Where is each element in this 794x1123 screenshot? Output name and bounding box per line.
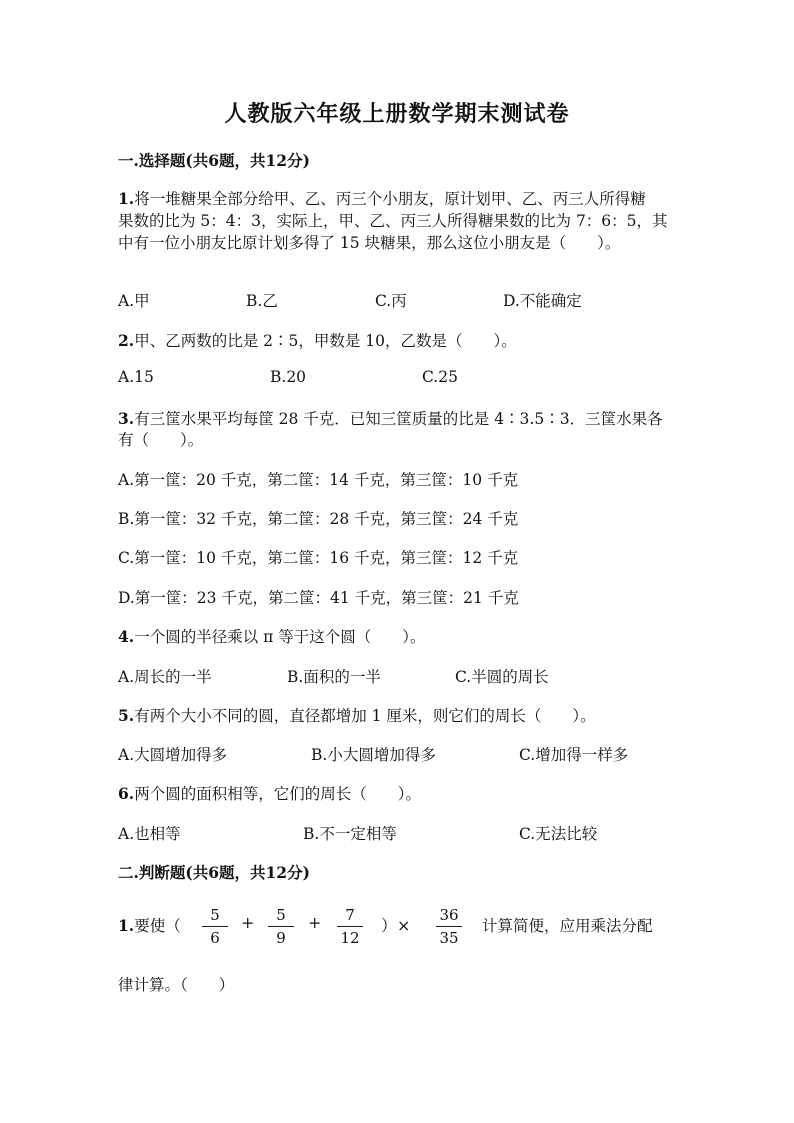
question-1-line-1 (118, 187, 646, 209)
question-text: 两个圆的面积相等，它们的周长（ ）。 (134, 785, 421, 803)
option-b: B.20 (270, 368, 307, 386)
option-a: A.甲 (118, 292, 150, 310)
option-c: C.第一筐：10 千克，第二筐：16 千克，第三筐：12 千克 (118, 549, 519, 567)
question-text: 有三筐水果平均每筐 28 千克．已知三筐质量的比是 4∶3.5∶3．三筐水果各 (134, 410, 663, 428)
option-b: B.不一定相等 (303, 825, 397, 843)
question-4 (118, 625, 425, 647)
plus-sign: + (241, 913, 255, 932)
option-d: D.第一筐：23 千克，第二筐：41 千克，第三筐：21 千克 (118, 589, 519, 607)
section-heading-choice: 一.选择题(共6题，共12分) (118, 151, 310, 170)
question-6 (118, 782, 421, 804)
question-number: 5. (118, 706, 135, 725)
option-a: A.周长的一半 (118, 668, 212, 686)
question-number: 1. (118, 189, 135, 208)
judgement-question-1-suffix: 计算简便，应用乘法分配 (482, 917, 653, 935)
fraction-5-6: 5 6 (198, 906, 232, 947)
page-title: 人教版六年级上册数学期末测试卷 (224, 101, 570, 127)
plus-sign: + (308, 913, 322, 932)
question-number: 4. (118, 627, 135, 646)
question-number: 1. (118, 916, 135, 935)
question-3-line-1 (118, 407, 663, 429)
question-number: 3. (118, 409, 135, 428)
option-b: B.第一筐：32 千克，第二筐：28 千克，第三筐：24 千克 (118, 510, 519, 528)
option-b: B.乙 (246, 292, 278, 310)
judgement-question-1-prefix (118, 914, 181, 936)
option-c: C.增加得一样多 (519, 746, 629, 764)
question-1-line-3: 中有一位小朋友比原计划多得了 15 块糖果，那么这位小朋友是（ ）。 (118, 234, 621, 252)
question-5 (118, 704, 596, 726)
option-c: C.25 (422, 368, 458, 386)
question-text: 有两个大小不同的圆，直径都增加 1 厘米，则它们的周长（ ）。 (134, 707, 596, 725)
judgement-question-1-line-2: 律计算。（ ） (118, 976, 235, 994)
fraction-5-9: 5 9 (264, 906, 298, 947)
option-c: C.半圆的周长 (455, 668, 549, 686)
fraction-7-12: 7 12 (333, 906, 367, 947)
question-text: 将一堆糖果全部分给甲、乙、丙三个小朋友，原计划甲、乙、丙三人所得糖 (134, 190, 646, 208)
question-2 (118, 329, 517, 351)
option-d: D.不能确定 (503, 292, 582, 310)
option-a: A.第一筐：20 千克，第二筐：14 千克，第三筐：10 千克 (118, 471, 519, 489)
fraction-36-35: 36 35 (432, 906, 466, 947)
close-paren-times: ）× (381, 916, 411, 935)
question-number: 6. (118, 784, 135, 803)
section-heading-judgement: 二.判断题(共6题，共12分) (118, 863, 310, 882)
question-text: 一个圆的半径乘以 π 等于这个圆（ ）。 (134, 628, 426, 646)
question-1-line-2: 果数的比为 5：4：3，实际上，甲、乙、丙三人所得糖果数的比为 7：6：5，其 (118, 212, 668, 230)
option-b: B.小大圆增加得多 (311, 746, 436, 764)
question-3-line-2: 有（ ）。 (118, 431, 204, 449)
question-text: 要使（ (134, 917, 181, 935)
question-number: 2. (118, 331, 135, 350)
option-a: A.15 (118, 368, 154, 386)
option-c: C.无法比较 (519, 825, 598, 843)
option-a: A.大圆增加得多 (118, 746, 228, 764)
question-text: 甲、乙两数的比是 2∶5，甲数是 10，乙数是（ ）。 (134, 332, 517, 350)
option-b: B.面积的一半 (287, 668, 381, 686)
option-c: C.丙 (375, 292, 407, 310)
option-a: A.也相等 (118, 825, 181, 843)
